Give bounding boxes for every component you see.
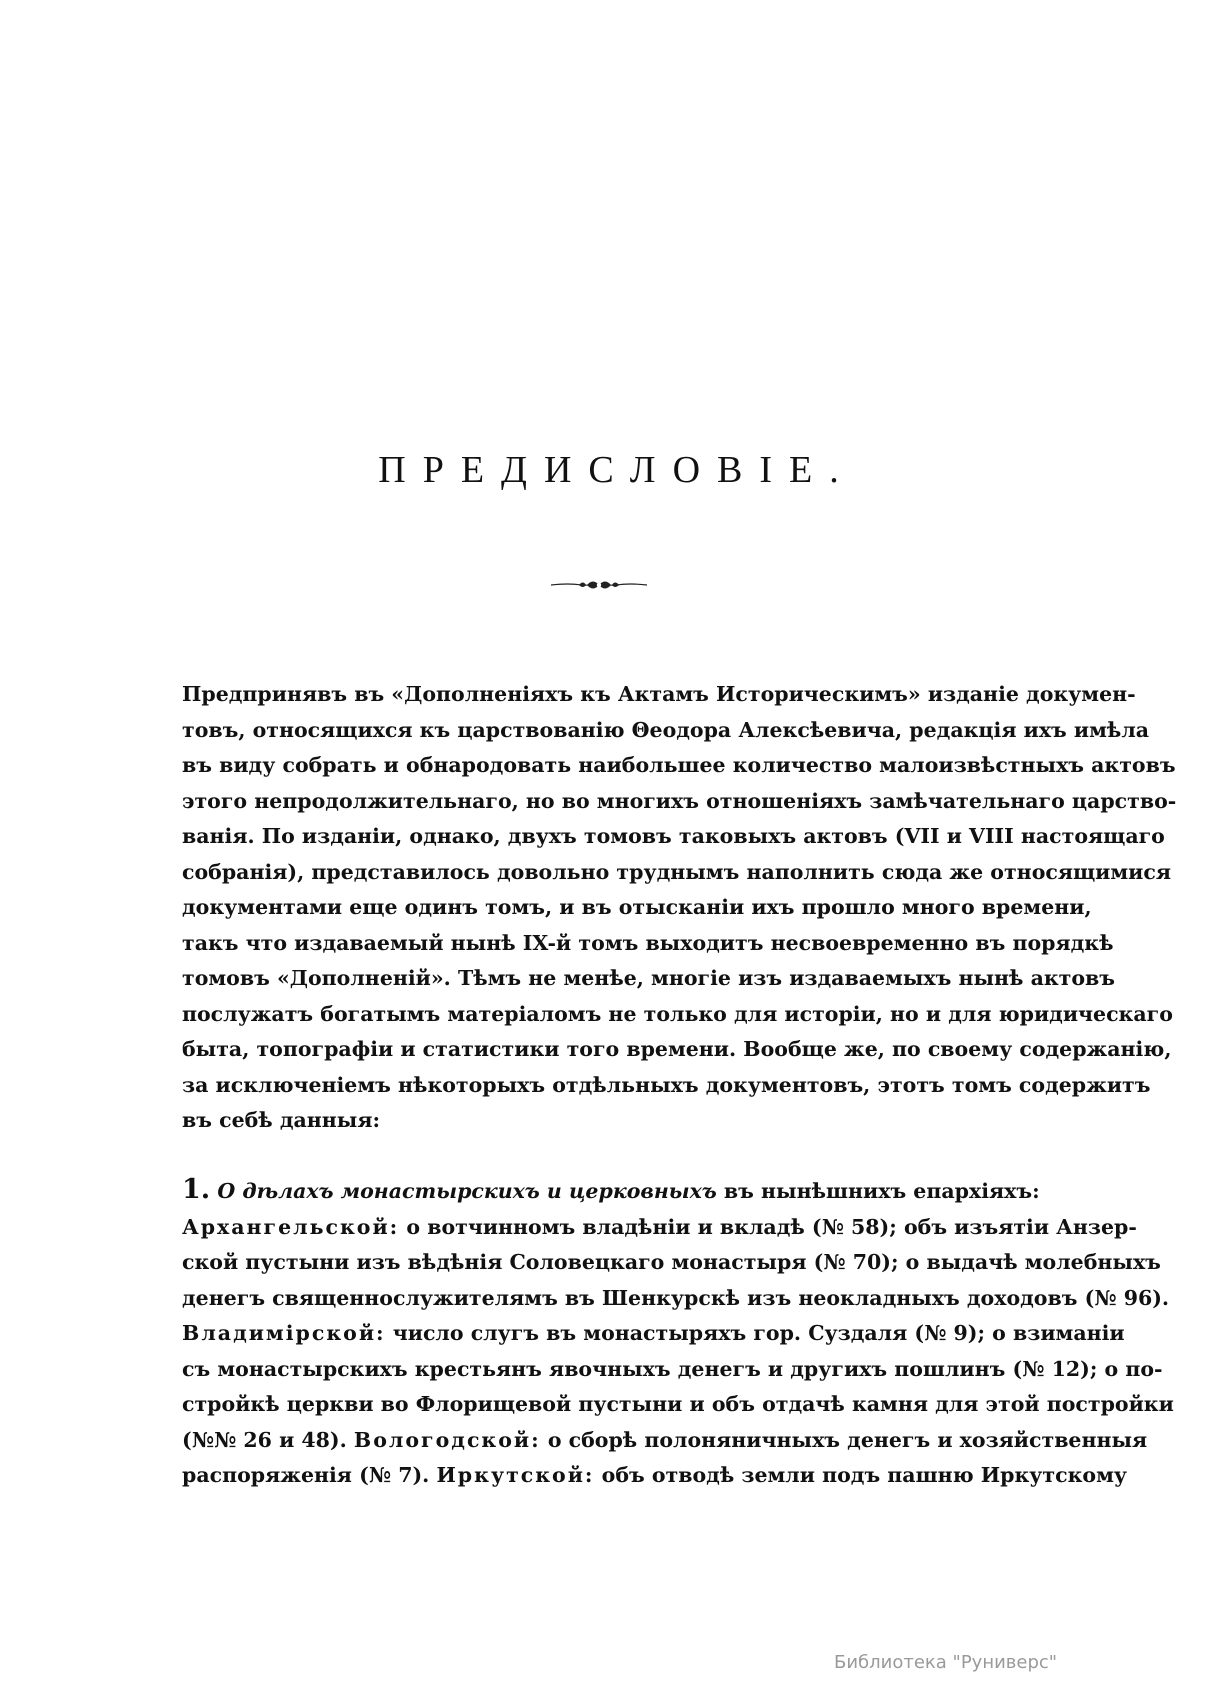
text-line: денегъ священнослужителямъ въ Шенкурскѣ изъ неокладныхъ доходовъ (№ 96). [182,1285,1170,1310]
text-run: о сборѣ полоняничныхъ денегъ и хозяйственныя [547,1427,1148,1452]
diocese-label: Архангельской: [182,1214,400,1239]
flourish-ornament-icon [549,574,649,596]
section-1-paragraph [182,1172,1174,1494]
text-line [182,1210,1137,1246]
diocese-label: Вологодской: [353,1427,541,1452]
section-number: 1. [182,1174,211,1205]
text-run: въ нынѣшнихъ епархіяхъ: [723,1179,1040,1203]
text-line [182,1458,1128,1494]
text-line: съ монастырскихъ крестьянъ явочныхъ денегъ и другихъ пошлинъ (№ 12); о по- [182,1356,1163,1381]
text-line: такъ что издаваемый нынѣ IX-й томъ выходитъ несвоевременно въ порядкѣ [182,930,1114,955]
text-line: этого непродолжительнаго, но во многихъ отношеніяхъ замѣчательнаго царство- [182,788,1177,813]
text-line: томовъ «Дополненій». Тѣмъ не менѣе, многіе изъ издаваемыхъ нынѣ актовъ [182,966,1116,990]
preface-paragraph [182,677,1177,1139]
diocese-label: Владимірской: [182,1321,386,1345]
text-line: за исключеніемъ нѣкоторыхъ отдѣльныхъ документовъ, этотъ томъ содержитъ [182,1072,1151,1097]
text-line [182,1172,1040,1210]
text-run: (№№ 26 и 48). [182,1427,347,1452]
text-line: въ виду собрать и обнародовать наибольшее количество малоизвѣстныхъ актовъ [182,753,1176,777]
text-run: объ отводѣ земли подъ пашню Иркутскому [601,1463,1128,1487]
text-line [182,1423,1148,1459]
text-line: стройкѣ церкви во Флорищевой пустыни и объ отдачѣ камня для этой постройки [182,1392,1174,1416]
text-line: Предпринявъ въ «Дополненіяхъ къ Актамъ Историческимъ» изданіе докумен- [182,682,1136,706]
text-run: распоряженія (№ 7). [182,1463,430,1487]
text-line: ской пустыни изъ вѣдѣнія Соловецкаго монастыря (№ 70); о выдачѣ молебныхъ [182,1250,1161,1274]
text-line: послужатъ богатымъ матеріаломъ не только для исторіи, но и для юридическаго [182,1001,1173,1026]
text-run: число слугъ въ монастыряхъ гор. Суздаля (№ 9); о взиманіи [392,1321,1125,1345]
text-line: товъ, относящихся къ царствованію Θеодора Алексѣевича, редакція ихъ имѣла [182,717,1150,742]
text-line: въ себѣ данныя: [182,1108,381,1132]
page-title: ПРЕДИСЛОВІЕ. [378,449,856,491]
text-line: документами еще одинъ томъ, и въ отысканіи ихъ прошло много времени, [182,895,1092,919]
text-line: ванія. По изданіи, однако, двухъ томовъ таковыхъ актовъ (VII и VIII настоящаго [182,824,1165,848]
text-line: быта, топографіи и статистики того времени. Вообще же, по своему содержанію, [182,1037,1172,1061]
text-run: о вотчинномъ владѣніи и вкладѣ (№ 58); объ изъятіи Анзер- [406,1214,1137,1239]
text-line: собранія), представилось довольно труднымъ наполнить сюда же относящимися [182,859,1172,884]
diocese-label: Иркутской: [436,1463,595,1487]
text-line [182,1316,1125,1352]
library-watermark: Библиотека "Руниверс" [834,1652,1058,1673]
section-lead: О дѣлахъ монастырскихъ и церковныхъ [217,1179,717,1203]
